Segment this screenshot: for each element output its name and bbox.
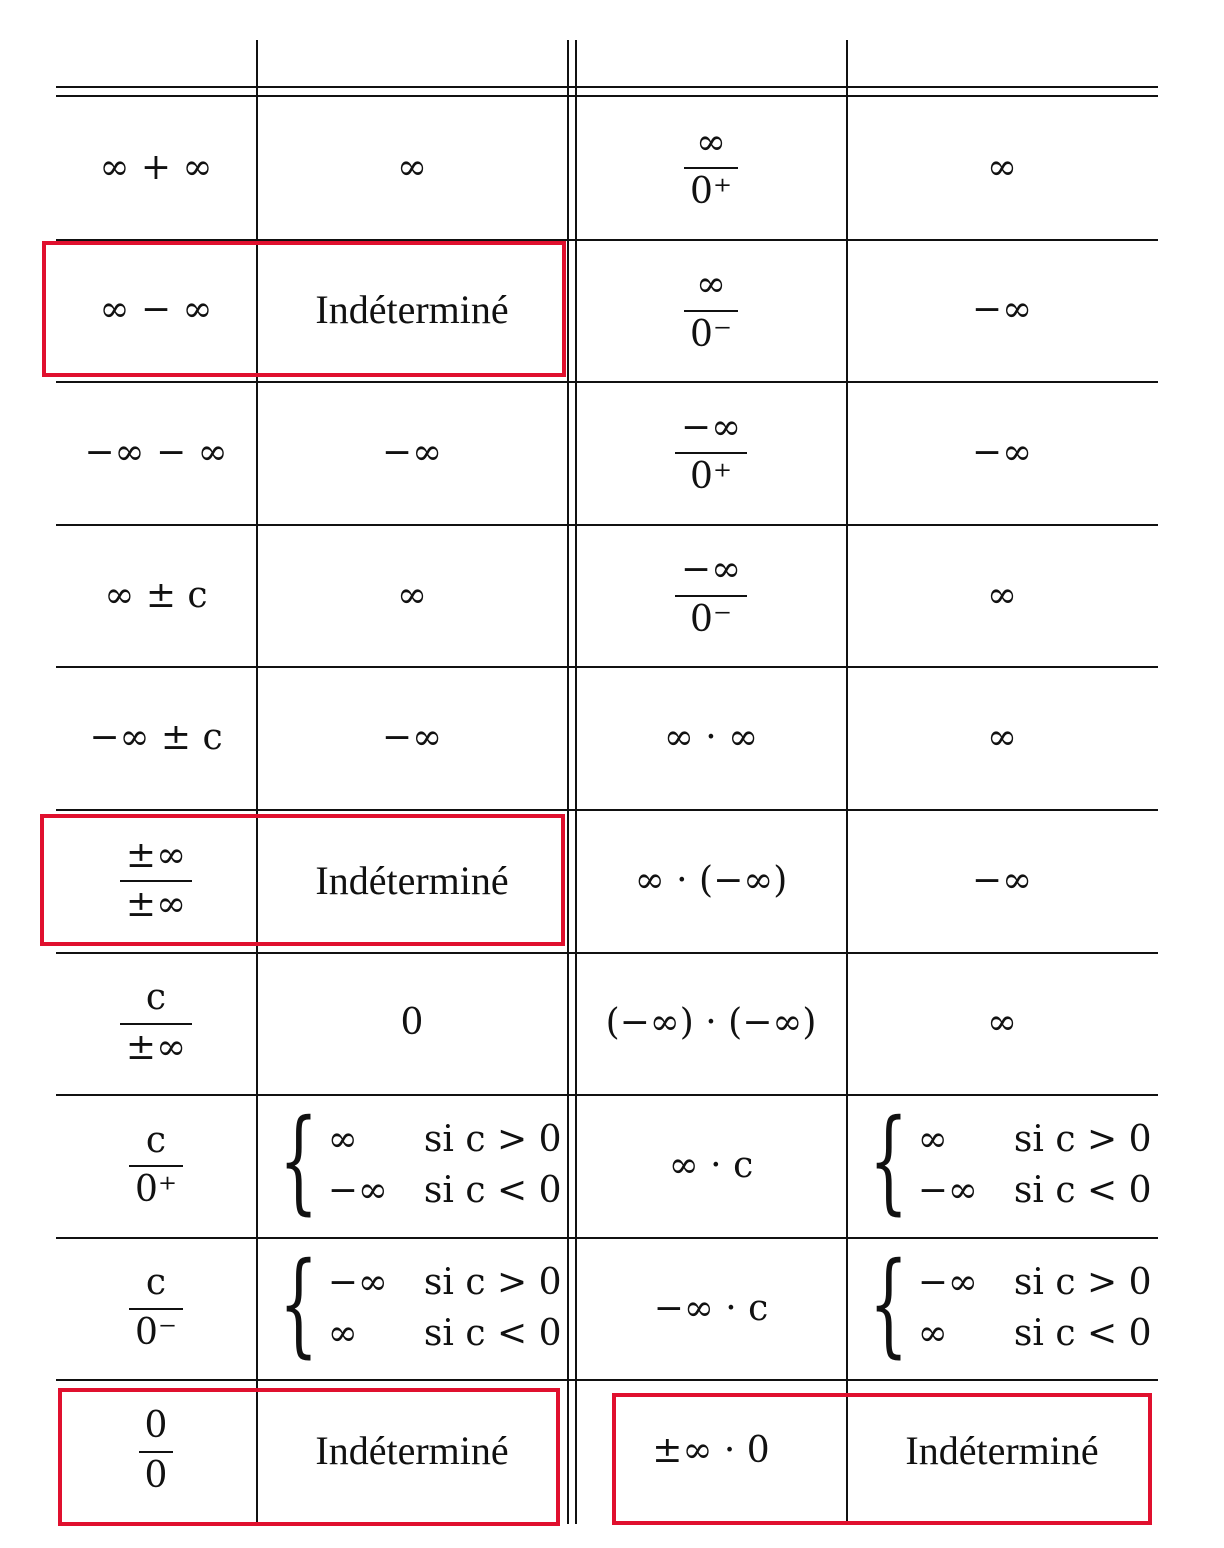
case-condition: si c < 0	[423, 1170, 562, 1212]
highlight-box	[42, 241, 566, 377]
left-form-cell	[56, 1094, 256, 1237]
cell-text: −∞ ± c	[89, 717, 223, 759]
numerator: c	[145, 977, 167, 1019]
piecewise	[853, 1096, 1152, 1227]
highlight-box	[612, 1393, 1152, 1525]
cell-text: ∞	[397, 146, 427, 188]
cell-text: ∞ · c	[668, 1144, 754, 1186]
fraction-bar	[675, 452, 747, 454]
right-result-cell	[846, 524, 1158, 667]
cell-text: −∞	[381, 431, 443, 473]
case-condition: si c > 0	[423, 1119, 562, 1161]
left-result-cell	[256, 96, 568, 239]
right-result-cell	[846, 1094, 1158, 1237]
cell-text: ∞	[987, 1002, 1017, 1044]
cell-text: ∞	[987, 717, 1017, 759]
denominator: 0⁻	[135, 1312, 177, 1354]
right-result-cell	[846, 1237, 1158, 1380]
cell-text: ∞	[397, 574, 427, 616]
case-value: ∞	[327, 1313, 358, 1355]
row-divider	[56, 666, 1158, 668]
right-result-cell	[846, 96, 1158, 239]
right-form-cell	[576, 239, 846, 382]
denominator: 0⁺	[690, 456, 732, 498]
piecewise	[263, 1096, 562, 1227]
right-result-cell	[846, 666, 1158, 809]
header-resultat	[256, 40, 568, 88]
left-form-cell	[56, 381, 256, 524]
case-condition: si c > 0	[423, 1262, 562, 1304]
left-result-cell	[256, 1094, 568, 1237]
highlight-box	[58, 1388, 560, 1526]
numerator: 0	[144, 1404, 168, 1446]
cell-text: ∞	[987, 146, 1017, 188]
highlight-box	[40, 814, 565, 946]
right-form-cell	[576, 524, 846, 667]
right-form-cell	[576, 952, 846, 1095]
denominator: 0⁻	[690, 313, 732, 355]
cell-text: −∞	[971, 289, 1033, 331]
piecewise-rows	[918, 1119, 1152, 1211]
cell-text: ±∞ · 0	[652, 1430, 770, 1472]
piecewise-rows	[328, 1262, 562, 1354]
piecewise	[853, 1239, 1152, 1370]
piecewise-rows	[328, 1119, 562, 1211]
double-rule-left	[567, 40, 569, 1524]
cell-text: (−∞) · (−∞)	[605, 1002, 817, 1044]
row-divider	[56, 381, 1158, 383]
cell-text: Indéterminé	[315, 857, 509, 903]
cell-text: −∞	[381, 717, 443, 759]
right-result-cell	[846, 239, 1158, 382]
header-forme	[56, 40, 256, 88]
case-value: −∞	[917, 1262, 978, 1304]
cell-text: 0	[400, 1002, 424, 1044]
left-result-cell	[256, 381, 568, 524]
fraction	[129, 1264, 183, 1352]
header-rule-top	[56, 86, 1158, 88]
case-condition: si c < 0	[1013, 1170, 1152, 1212]
denominator: 0⁺	[135, 1169, 177, 1211]
numerator: ∞	[696, 264, 726, 306]
fraction-bar	[129, 1165, 183, 1167]
header-resultat	[846, 40, 1158, 88]
right-result-cell	[846, 952, 1158, 1095]
fraction	[684, 266, 738, 354]
numerator: ∞	[696, 121, 726, 163]
cell-text: Indéterminé	[315, 1428, 509, 1474]
denominator: 0	[144, 1454, 168, 1496]
fraction	[675, 406, 747, 498]
left-result-cell	[256, 1237, 568, 1380]
case-value: −∞	[327, 1170, 388, 1212]
cell-text: ∞ ± c	[104, 574, 208, 616]
right-form-cell	[576, 1094, 846, 1237]
denominator: 0⁺	[690, 171, 732, 213]
row-divider	[56, 524, 1158, 526]
left-result-cell	[256, 524, 568, 667]
numerator: c	[145, 1262, 167, 1304]
piecewise	[263, 1239, 562, 1370]
header-rule-bottom	[56, 95, 1158, 97]
case-value: ∞	[917, 1119, 948, 1161]
left-brace: {	[278, 1239, 318, 1370]
right-form-cell	[576, 96, 846, 239]
right-form-cell	[576, 1237, 846, 1380]
fraction-bar	[129, 1308, 183, 1310]
cell-text: ∞	[987, 574, 1017, 616]
left-brace: {	[868, 1239, 908, 1370]
cell-text: −∞	[971, 431, 1033, 473]
fraction-bar	[675, 595, 747, 597]
numerator: −∞	[680, 406, 742, 448]
denominator: ±∞	[125, 884, 187, 926]
fraction	[120, 979, 192, 1067]
numerator: c	[145, 1119, 167, 1161]
double-rule-right	[575, 40, 577, 1524]
cell-text: ∞ − ∞	[99, 289, 213, 331]
case-condition: si c < 0	[1013, 1313, 1152, 1355]
case-value: ∞	[327, 1119, 358, 1161]
numerator: −∞	[680, 549, 742, 591]
left-result-cell	[256, 952, 568, 1095]
left-brace: {	[868, 1096, 908, 1227]
denominator: ±∞	[125, 1026, 187, 1068]
fraction	[675, 551, 747, 639]
case-condition: si c < 0	[423, 1313, 562, 1355]
case-value: ∞	[917, 1313, 948, 1355]
right-result-cell	[846, 381, 1158, 524]
left-form-cell	[56, 524, 256, 667]
left-form-cell	[56, 666, 256, 809]
case-value: −∞	[327, 1262, 388, 1304]
cell-text: Indéterminé	[905, 1428, 1099, 1474]
left-form-cell	[56, 952, 256, 1095]
numerator: ±∞	[125, 834, 187, 876]
cell-text: −∞ · c	[653, 1287, 769, 1329]
column-divider	[846, 40, 848, 1524]
fraction	[684, 121, 738, 213]
piecewise-rows	[918, 1262, 1152, 1354]
row-divider	[56, 1237, 1158, 1239]
cell-text: Indéterminé	[315, 287, 509, 333]
fraction-bar	[684, 167, 738, 169]
case-value: −∞	[917, 1170, 978, 1212]
fraction-bar	[120, 1023, 192, 1025]
right-result-cell	[846, 809, 1158, 952]
right-form-cell	[576, 381, 846, 524]
left-brace: {	[278, 1096, 318, 1227]
right-form-cell	[576, 809, 846, 952]
denominator: 0⁻	[690, 599, 732, 641]
left-form-cell	[56, 96, 256, 239]
case-condition: si c > 0	[1013, 1262, 1152, 1304]
left-result-cell	[256, 666, 568, 809]
right-form-cell	[576, 666, 846, 809]
fraction-bar	[684, 310, 738, 312]
header-forme	[576, 40, 846, 88]
case-condition: si c > 0	[1013, 1119, 1152, 1161]
cell-text: ∞ · (−∞)	[634, 859, 788, 901]
row-divider	[56, 809, 1158, 811]
fraction	[129, 1119, 183, 1211]
row-divider	[56, 1379, 1158, 1381]
left-form-cell	[56, 1237, 256, 1380]
cell-text: −∞ − ∞	[84, 431, 228, 473]
row-divider	[56, 952, 1158, 954]
row-divider	[56, 1094, 1158, 1096]
cell-text: −∞	[971, 859, 1033, 901]
cell-text: ∞ + ∞	[99, 146, 213, 188]
cell-text: ∞ · ∞	[663, 717, 759, 759]
